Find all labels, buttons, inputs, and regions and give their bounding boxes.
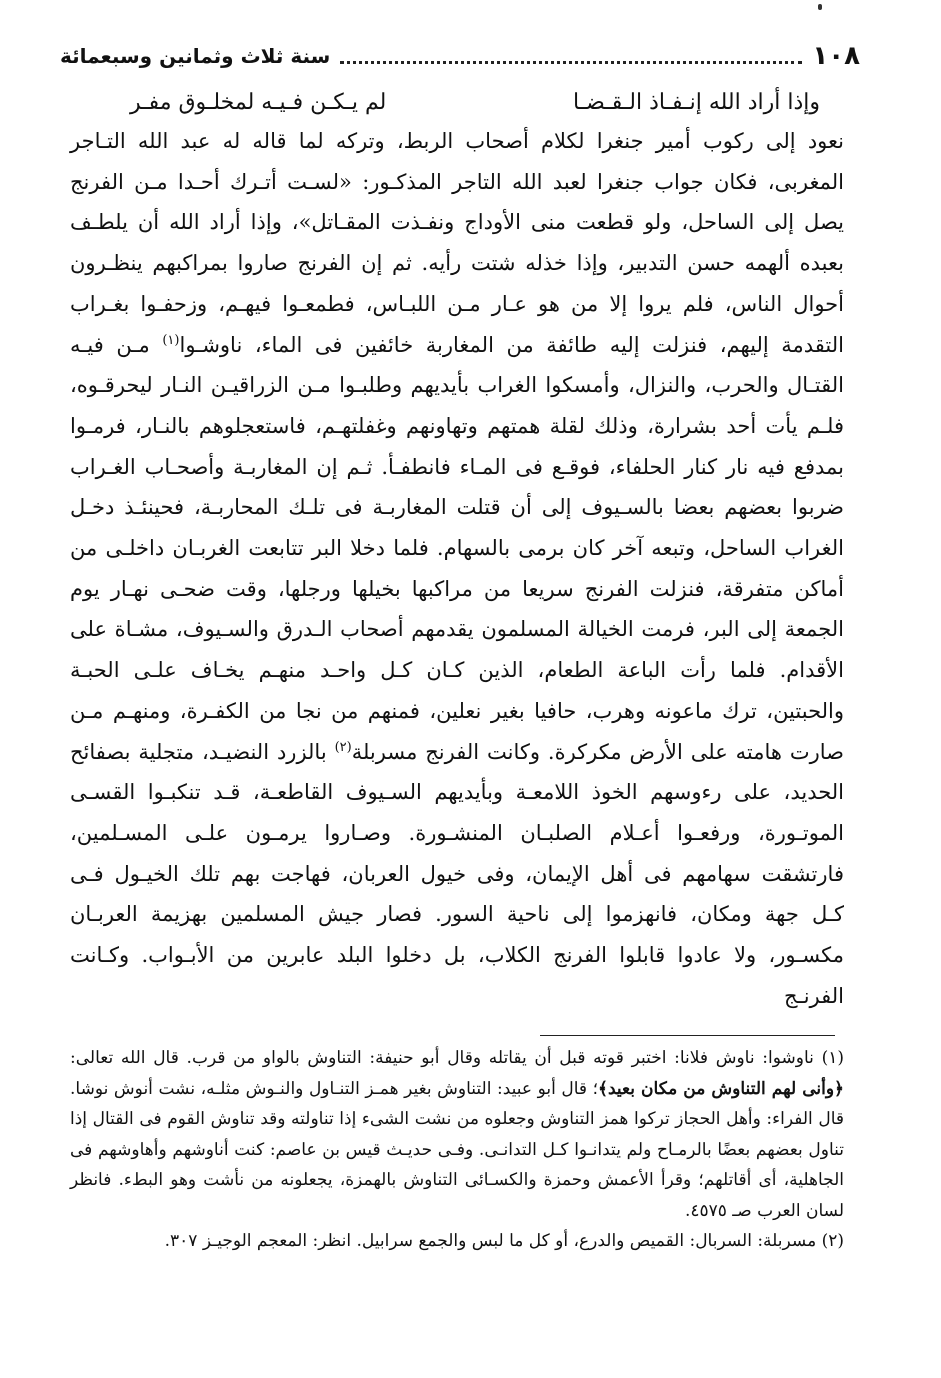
footnote-text: ؛ قال أبو عبيد: التناوش بغير همـز التنـاول والنـوش مثلـه، نشت أنوش نوشا. قال الفراء: وأهل الحجاز تركوا همز التناوش وجعلوه من نشت الشىء إذا تناولته وقد تناوش القوم فى القتال إذا تناول بعضهم بعضًا بالرمـاح ولم يتدانـوا كـل التدانـى. وفـى حديـث قيس بن عاصم: كنت أناوشهم وأهاوشهم فى الجاهلية، أى أقاتلهم؛ وقرأ الأعمش وحمزة والكسـائى التناوش بالهمزة، يجعلونه من نأشت وهو البطء. فانظر لسان العرب صـ ٤٥٧٥. <box>70 1078 844 1221</box>
running-title: سنة ثلاث وثمانين وسبعمائة <box>60 44 331 68</box>
main-paragraph <box>70 121 844 1016</box>
footnote-separator <box>540 1035 835 1036</box>
header-leader-dots <box>340 61 802 64</box>
main-text <box>70 121 844 1016</box>
footnote-ref-2[interactable]: (٢) <box>334 739 352 755</box>
scan-speck <box>818 4 822 10</box>
footnote-1 <box>70 1043 844 1226</box>
footnote-2 <box>70 1226 844 1257</box>
footnote-ref-1[interactable]: (١) <box>162 332 180 348</box>
page-header <box>60 38 860 74</box>
footnote-text: مسربلة: السربال: القميص والدرع، أو كل ما لبس والجمع سرابيل. انظر: المعجم الوجيـز ٣٠٧. <box>164 1231 817 1251</box>
text-segment: مـن فيـه القتـال والحرب، والنزال، وأمسكوا الغراب بأيديهم وطلبـوا مـن الزراقيـن النـار ليحرقـوه، فلـم يأت أحد بشرارة، وذلك لقلة همتهم وتهاونهم وغفلتهـم، فاستعجلوهم بالنـار، فرمـوا بمدفع فيه نار كنار الحلفاء، فوقـع فى المـاء فانطفـأ. ثـم إن المغاربـة وأصحـاب الغـراب ضربوا بعضهم بعضا بالسـيوف إلى أن قتلت المغاربـة فى تلـك المحاربـة، فحينئـذ دخـل الغراب الساحل، وتبعه آخر كان برمى بالسهام. فلما دخلا البر تتابعت الغربـان داخلـى من أماكن متفرقة، فنزلت الفرنج سريعا من مراكبها بخيلها ورجلها، وقت ضحـى نهـار يوم الجمعة إلى البر، فرمت الخيالة المسلمون يقدمهم أصحاب الـدرق والسـيوف، مشـاة على الأقدام. فلما رأت الباعة الطعام، الذين كـان كـل واحـد منهـم يخـاف علـى الحبـة والحبتين، ترك ماعونه وهرب، حافيا بغير نعلين، فمنهم من نجا من الكفـرة، ومنهـم مـن صارت هامته على الأرض مكركرة. وكانت الفرنج مسربلة <box>70 332 844 764</box>
poem-verse <box>130 86 820 120</box>
quran-quote: ﴿وأنى لهم التناوش من مكان بعيد﴾ <box>598 1078 845 1099</box>
text-segment: بالزرد النضيـد، متجلية بصفائح الحديد، على رءوسهم الخوذ اللامعـة وبأيديهم السـيوف القاطعـة، قـد تنكبـوا القسـى الموتـورة، ورفعـوا أعـلام الصلبـان المنشـورة. وصـاروا يرمـون علـى المسـلمين، فارتشقت سهامهم فى أهل الإيمان، وفى خيول العربان، فهاجت بهم تلك الخيـول فـى كـل جهة ومكان، فانهزموا إلى ناحية السور. فصار جيش المسلمين بهزيمة العربـان مكسـور، ولا عادوا قابلوا الفرنج الكلاب، بل دخلوا البلد عابرين من الأبـواب. وكـانت الفرنـج <box>70 739 844 1008</box>
verse-hemistich-first: وإذا أراد الله إنـفـاذ الـقـضـا <box>573 90 820 115</box>
footnotes <box>70 1043 844 1257</box>
text-segment: نعود إلى ركوب أمير جنغرا لكلام أصحاب الربط، وتركه لما قاله له عبد الله التـاجر المغربى، فكان جواب جنغرا لعبد الله التاجر المذكـور: «لسـت أتـرك أحـدا مـن الفرنج يصل إلى الساحل، ولو قطعت منى الأوداج ونفـذت المقـاتل»، وإذا أراد الله أن يلطـف بعبده ألهمه حسن التدبير، وإذا خذله شتت رأيه. ثم إن الفرنج صاروا بمراكبهم ينظـرون أحوال الناس، فلم يروا إلا من هو عـار مـن اللبـاس، فطمعـوا فيهـم، وزحفـوا بغـراب التقدمة إليهم، فنزلت إليه طائفة من المغاربة خائفين فى الماء، ناوشـوا <box>70 129 844 357</box>
verse-hemistich-second: لم يـكـن فـيـه لمخلـوق مفـر <box>130 90 387 115</box>
page-number: ١٠٨ <box>812 41 860 71</box>
footnote-text: ناوشوا: ناوش فلانا: اختبر قوته قبل أن يقاتله وقال أبو حنيفة: التناوش بالواو من قرب. قال الله تعالى: <box>70 1048 814 1068</box>
footnote-label: (٢) <box>821 1231 844 1251</box>
footnote-label: (١) <box>821 1048 844 1068</box>
